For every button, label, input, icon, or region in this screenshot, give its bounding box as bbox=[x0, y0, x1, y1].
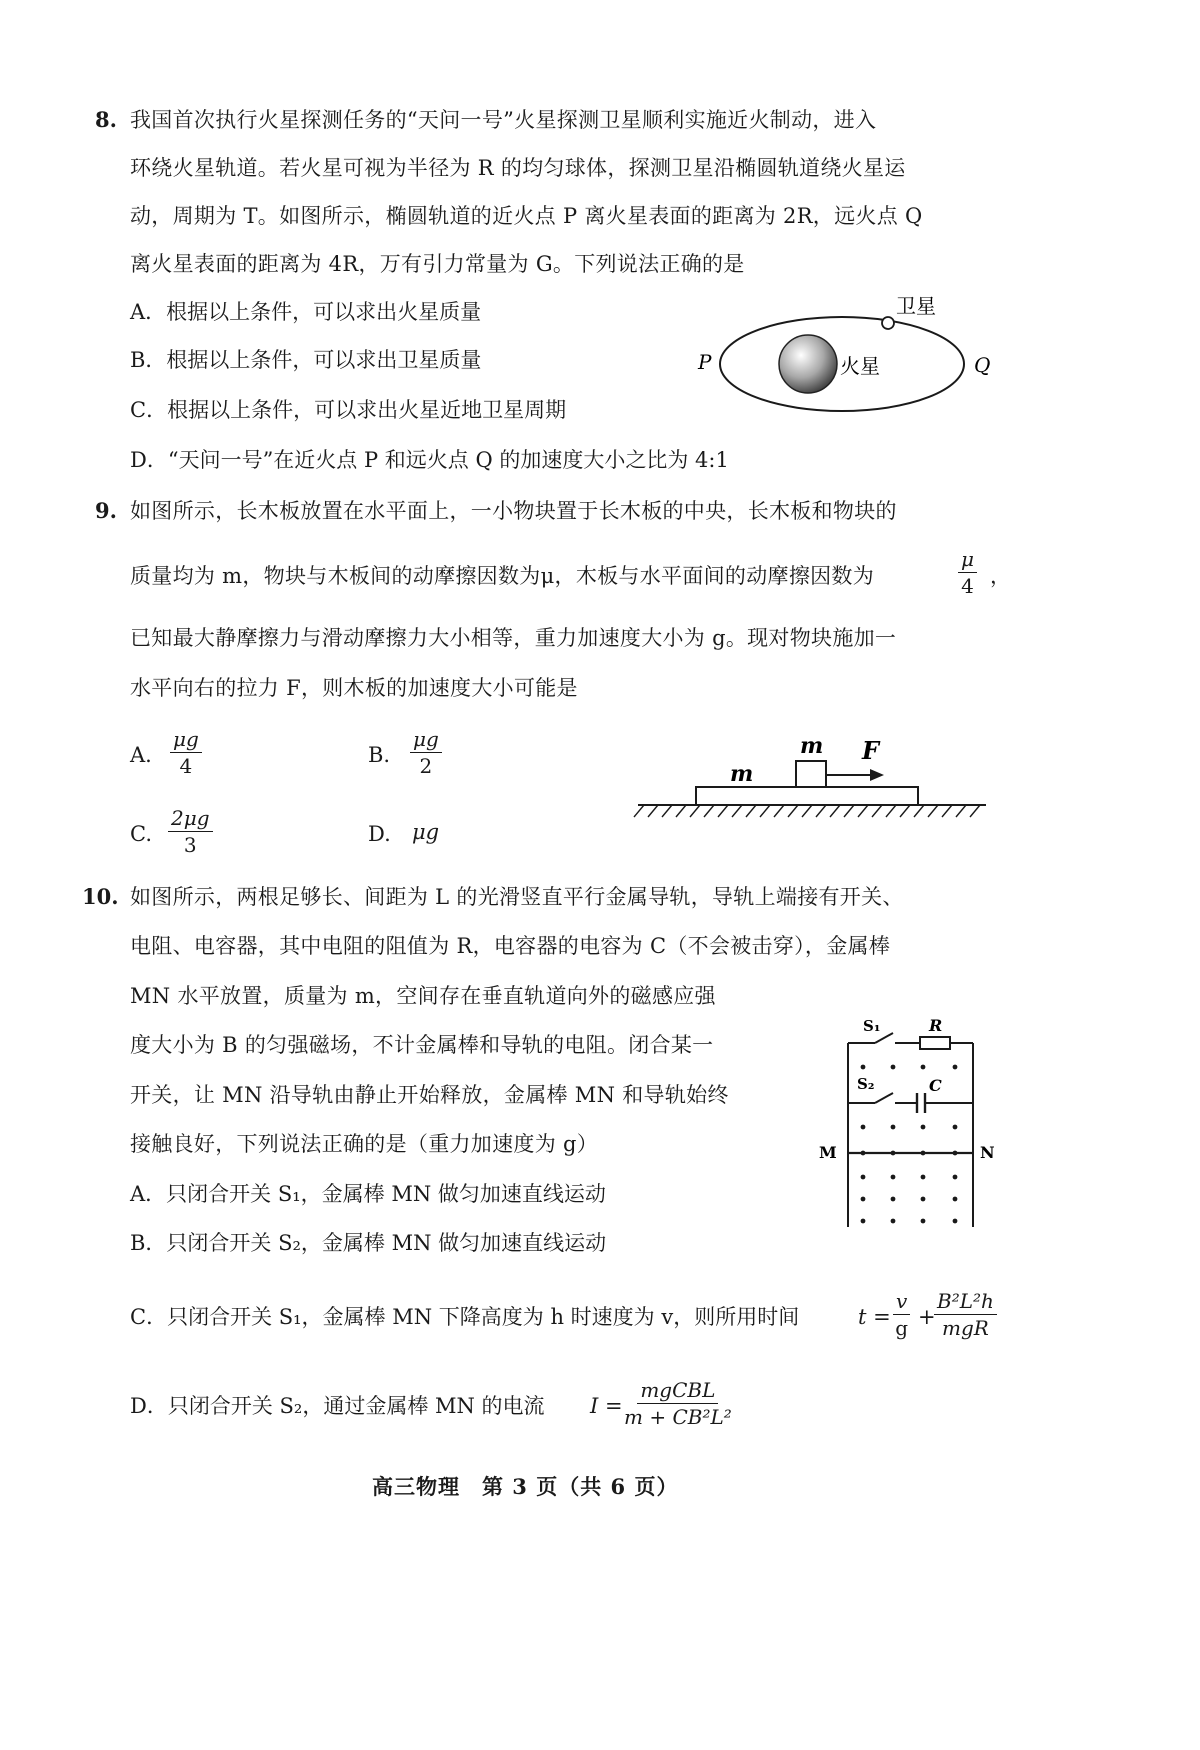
q8-option-b: B．根据以上条件，可以求出卫星质量 bbox=[130, 348, 482, 372]
q9-board-figure bbox=[630, 725, 990, 835]
point-q-label: Q bbox=[974, 353, 991, 377]
q10-option-c-text: C．只闭合开关 S₁，金属棒 MN 下降高度为 h 时速度为 v，则所用时间 bbox=[130, 1305, 800, 1329]
q10-text-line-2: 电阻、电容器，其中电阻的阻值为 R，电容器的电容为 C（不会被击穿），金属棒 bbox=[130, 934, 891, 958]
q9-option-a-label: A. bbox=[130, 743, 152, 767]
planet-label: 火星 bbox=[840, 354, 880, 378]
q9-text-line-1: 如图所示，长木板放置在水平面上，一小物块置于长木板的中央，长木板和物块的 bbox=[130, 499, 897, 523]
q8-number: 8. bbox=[95, 107, 117, 132]
q9-text-line-4: 水平向右的拉力 F，则木板的加速度大小可能是 bbox=[130, 676, 578, 700]
q8-text-line-1: 我国首次执行火星探测任务的“天问一号”火星探测卫星顺利实施近火制动，进入 bbox=[130, 108, 877, 132]
q9-text-line-3: 已知最大静摩擦力与滑动摩擦力大小相等，重力加速度大小为 g。现对物块施加一 bbox=[130, 626, 897, 650]
q9-text-line-2: 质量均为 m，物块与木板间的动摩擦因数为μ，木板与水平面间的动摩擦因数为 bbox=[130, 564, 875, 588]
label-s1: S₁ bbox=[863, 1017, 881, 1035]
satellite-dot bbox=[882, 317, 894, 329]
q8-orbit-figure bbox=[690, 285, 1010, 415]
q10-option-c-frac-v-over-g: $\frac{v}{g}$ bbox=[893, 1290, 910, 1339]
satellite-label: 卫星 bbox=[896, 294, 936, 318]
q9-mu-over-4: $\frac{\mu}{4}$ bbox=[958, 548, 977, 597]
q8-option-d: D．“天问一号”在近火点 P 和远火点 Q 的加速度大小之比为 4:1 bbox=[130, 448, 729, 472]
board-mass-label: m bbox=[730, 761, 754, 787]
force-label: F bbox=[862, 736, 880, 765]
q10-text-line-6: 接触良好，下列说法正确的是（重力加速度为 g） bbox=[130, 1132, 599, 1156]
q10-option-a: A．只闭合开关 S₁，金属棒 MN 做匀加速直线运动 bbox=[130, 1182, 606, 1206]
q10-option-d-text: D．只闭合开关 S₂，通过金属棒 MN 的电流 bbox=[130, 1394, 545, 1418]
q9-number: 9. bbox=[95, 498, 117, 523]
label-s2: S₂ bbox=[857, 1075, 875, 1093]
long-board bbox=[696, 787, 918, 805]
label-n: N bbox=[980, 1143, 995, 1162]
q10-text-line-1: 如图所示，两根足够长、间距为 L 的光滑竖直平行金属导轨，导轨上端接有开关、 bbox=[130, 885, 904, 909]
q8-text-line-4: 离火星表面的距离为 4R，万有引力常量为 G。下列说法正确的是 bbox=[130, 252, 745, 276]
q9-option-d-label: D. bbox=[368, 822, 391, 846]
block-mass-label: m bbox=[800, 733, 824, 759]
q8-text-line-3: 动，周期为 T。如图所示，椭圆轨道的近火点 P 离火星表面的距离为 2R，远火点 Q bbox=[130, 204, 923, 228]
q9-option-b-value: $\frac{\mu g}{2}$ bbox=[410, 728, 442, 777]
label-c: C bbox=[929, 1076, 942, 1095]
q10-option-d-lhs: I = bbox=[590, 1394, 623, 1418]
q10-circuit-figure bbox=[815, 1015, 1005, 1230]
q8-option-c: C．根据以上条件，可以求出火星近地卫星周期 bbox=[130, 398, 567, 422]
q10-text-line-5: 开关，让 MN 沿导轨由静止开始释放，金属棒 MN 和导轨始终 bbox=[130, 1083, 729, 1107]
q9-option-a-value: $\frac{\mu g}{4}$ bbox=[170, 728, 202, 777]
q10-option-b: B．只闭合开关 S₂，金属棒 MN 做匀加速直线运动 bbox=[130, 1231, 607, 1255]
q8-option-a: A．根据以上条件，可以求出火星质量 bbox=[130, 300, 482, 324]
q10-text-line-3: MN 水平放置，质量为 m，空间存在垂直轨道向外的磁感应强 bbox=[130, 984, 716, 1008]
resistor-r bbox=[920, 1037, 950, 1049]
q10-option-c-frac-b2l2h-over-mgr: B²L²h mgR bbox=[934, 1290, 997, 1339]
label-r: R bbox=[929, 1016, 943, 1035]
point-p-label: P bbox=[698, 350, 712, 374]
q9-option-b-label: B. bbox=[368, 743, 391, 767]
label-m: M bbox=[819, 1143, 837, 1162]
q8-text-line-2: 环绕火星轨道。若火星可视为半径为 R 的均匀球体，探测卫星沿椭圆轨道绕火星运 bbox=[130, 156, 906, 180]
small-block bbox=[796, 761, 826, 787]
force-arrow-head bbox=[870, 769, 884, 781]
q9-option-d-value: μg bbox=[412, 820, 440, 844]
q10-number: 10. bbox=[82, 884, 119, 909]
page-footer: 高三物理 第 3 页（共 6 页） bbox=[372, 1474, 679, 1499]
switch-s2-blade bbox=[875, 1093, 893, 1103]
q10-option-c-plus: + bbox=[918, 1305, 936, 1329]
ground-hatching bbox=[634, 805, 980, 817]
q9-option-c-value: $\frac{2\mu g}{3}$ bbox=[168, 807, 213, 856]
magnetic-field-dots bbox=[861, 1065, 958, 1224]
q10-option-c-lhs: t = bbox=[858, 1305, 891, 1329]
q9-option-c-label: C. bbox=[130, 822, 152, 846]
q10-text-line-4: 度大小为 B 的匀强磁场，不计金属棒和导轨的电阻。闭合某一 bbox=[130, 1033, 714, 1057]
q9-line2-comma: ， bbox=[990, 564, 1012, 588]
mars-planet bbox=[779, 335, 837, 393]
q10-option-d-current-frac: mgCBL m + CB²L² bbox=[624, 1378, 732, 1429]
